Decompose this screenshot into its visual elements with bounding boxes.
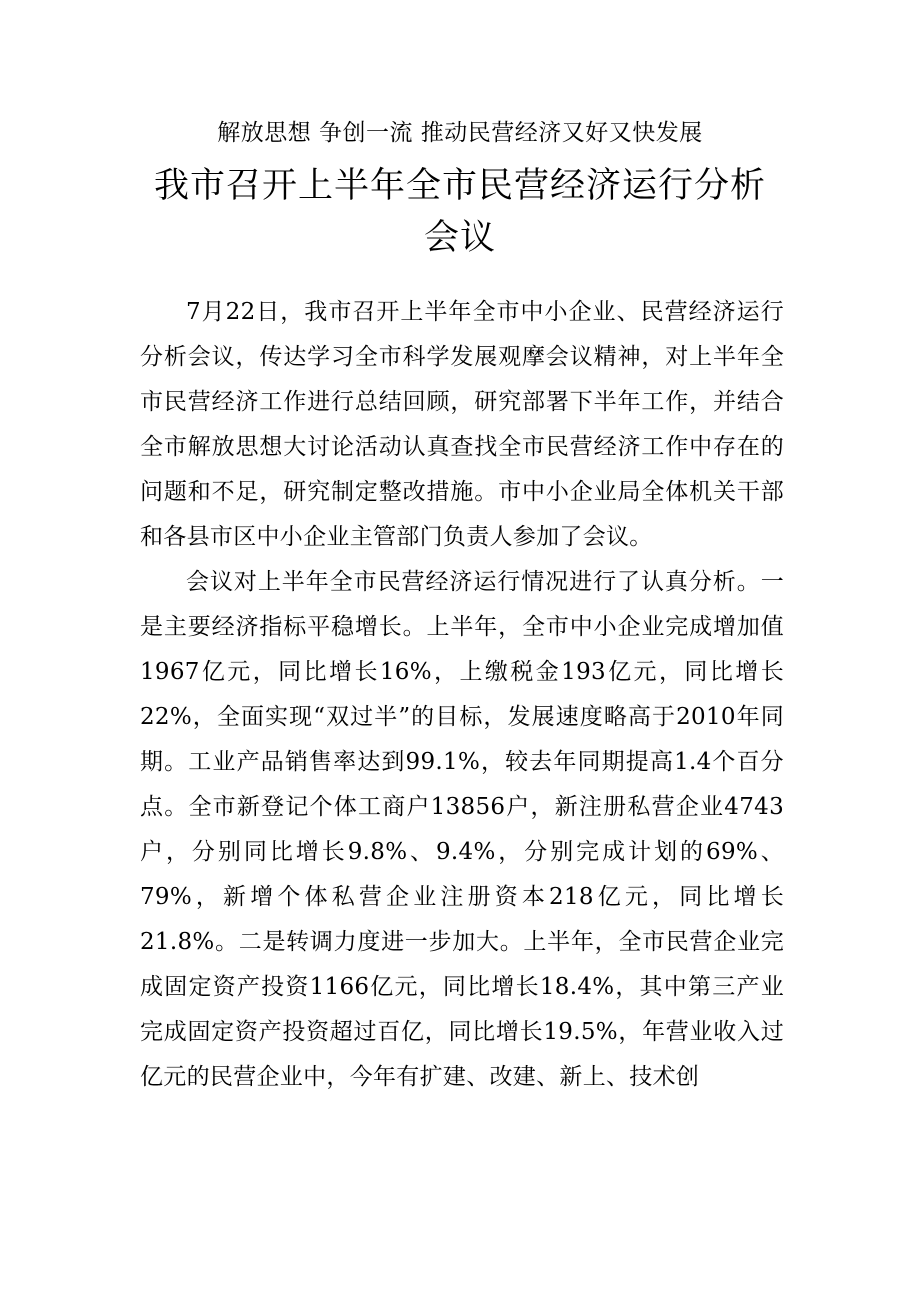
document-title: 我市召开上半年全市民营经济运行分析会议 [153,166,766,258]
body-paragraph: 会议对上半年全市民营经济运行情况进行了认真分析。一是主要经济指标平稳增长。上半年，全市中小企业完成增加值1967亿元，同比增长16%，上缴税金193亿元，同比增长22%，全面实现“双过半”的目标，发展速度略高于2010年同期。工业产品销售率达到99.1%，较去年同期提高1.4个百分点。全市新登记个体工商户13856户，新注册私营企业4743户，分别同比增长9.8%、9.4%，分别完成计划的69%、79%，新增个体私营企业注册资本218亿元，同比增长21.8%。二是转调力度进一步加大。上半年，全市民营企业完成固定资产投资1166亿元，同比增长18.4%，其中第三产业完成固定资产投资超过百亿，同比增长19.5%，年营业收入过亿元的民营企业中，今年有扩建、改建、新上、技术创 [140,569,784,1090]
body-paragraph: 7月22日，我市召开上半年全市中小企业、民营经济运行分析会议，传达学习全市科学发展观摩会议精神，对上半年全市民营经济工作进行总结回顾，研究部署下半年工作，并结合全市解放思想大讨论活动认真查找全市民营经济工作中存在的问题和不足，研究制定整改措施。市中小企业局全体机关干部和各县市区中小企业主管部门负责人参加了会议。 [140,299,784,550]
document-subtitle: 解放思想 争创一流 推动民营经济又好又快发展 [217,120,703,146]
document-body [140,290,784,1100]
